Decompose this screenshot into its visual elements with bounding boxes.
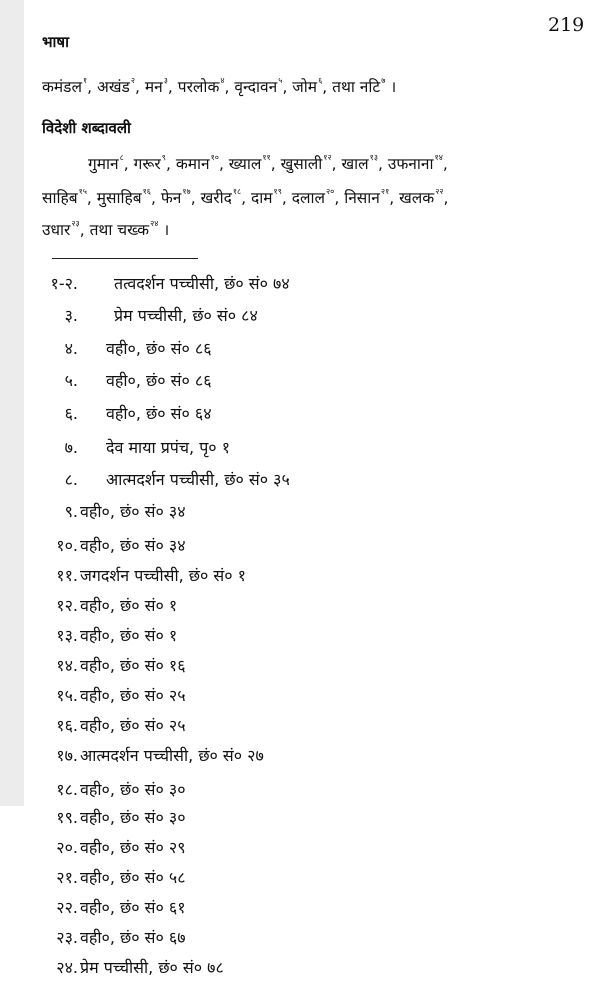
word: उधार	[42, 221, 71, 239]
footnote-text: वही०, छं० सं० ६७	[80, 928, 186, 947]
footnote-number: १३.	[56, 626, 78, 645]
footnote-text: वही०, छं० सं० ८६	[106, 371, 212, 390]
footnote-text: वही०, छं० सं० १	[80, 596, 178, 615]
footnote-text: वही०, छं० सं० ३४	[80, 536, 186, 555]
footnote-number: ८.	[64, 470, 78, 489]
footnote-number: २१.	[56, 868, 78, 887]
word: मन	[144, 78, 163, 96]
footnote-number: १९.	[56, 808, 78, 827]
videshi-word-line-1: गुमान$^८$, गरूर$^९$, कमान$^{१०}$, ख्याल$^{११}$, खुसाली$^{१२}$, खाल$^{१३}$, उफनाना$^{१४}$,	[88, 153, 448, 173]
footnote-number: १-२.	[50, 274, 78, 293]
footnote-text: वही०, छं० सं० २५	[80, 686, 186, 705]
footnote-number: १०.	[56, 536, 78, 555]
footnote-number: १६.	[56, 716, 78, 735]
footnote-mark: २०	[326, 187, 335, 196]
footnote-mark: २१	[380, 187, 390, 196]
word: कमंडल	[42, 78, 82, 96]
word: साहिब	[42, 189, 78, 207]
word: खरीद	[200, 189, 232, 207]
footnote-item	[0, 926, 600, 956]
sentence-end: ।	[158, 221, 170, 239]
page-number: 219	[548, 14, 585, 36]
footnote-text: वही०, छं० सं० २९	[80, 838, 186, 857]
footnote-mark: १५	[78, 187, 87, 196]
footnote-text: वही०, छं० सं० १६	[80, 656, 186, 675]
footnote-text: वही०, छं० सं० १	[80, 626, 178, 645]
footnote-number: ४.	[64, 339, 78, 358]
word: फेन	[160, 189, 182, 207]
footnote-mark: १७	[182, 187, 191, 196]
word: वृन्दावन	[234, 78, 278, 96]
footnote-mark: २४	[150, 219, 159, 228]
footnote-mark: ६	[318, 76, 323, 85]
footnote-number: १४.	[56, 656, 78, 675]
footnote-number: २०.	[56, 838, 78, 857]
footnote-item	[0, 684, 600, 714]
footnote-mark: १	[82, 76, 88, 85]
footnote-item	[0, 654, 600, 684]
footnote-mark: १४	[434, 153, 443, 162]
footnote-item	[0, 564, 600, 594]
footnote-item	[0, 778, 600, 808]
footnote-mark: ११	[262, 153, 271, 162]
footnote-mark: २	[130, 76, 136, 85]
footnote-text: वही०, छं० सं० ३०	[80, 780, 186, 799]
footnote-mark: २२	[435, 187, 444, 196]
footnote-item	[0, 624, 600, 654]
word: खुसाली	[280, 155, 323, 173]
sentence-end: ।	[385, 78, 397, 96]
footnote-number: ९.	[64, 502, 78, 521]
footnote-item	[0, 402, 600, 432]
footnote-text: जगदर्शन पच्चीसी, छं० सं० १	[80, 566, 246, 585]
footnote-text: वही०, छं० सं० ८६	[106, 339, 212, 358]
word: उफनाना	[387, 155, 434, 173]
word: मुसाहिब	[96, 189, 142, 207]
footnote-mark: २३	[71, 219, 80, 228]
footnote-item	[0, 744, 600, 774]
footnote-text: वही०, छं० सं० ५८	[80, 868, 186, 887]
footnote-item	[0, 956, 600, 986]
footnote-number: १७.	[56, 746, 78, 765]
footnote-text: वही०, छं० सं० ६४	[106, 404, 212, 423]
word: गरूर	[133, 155, 161, 173]
footnote-mark: १९	[273, 187, 282, 196]
footnote-text: प्रेम पच्चीसी, छं० सं० ८४	[114, 306, 258, 325]
bhasha-word-list: कमंडल$^१$, अखंड$^२$, मन$^३$, परलोक$^४$, वृन्दावन$^५$, जोम$^६$, तथा नटि$^७$ ।	[42, 76, 397, 96]
footnote-text: वही०, छं० सं० ३०	[80, 808, 186, 827]
word-last: तथा नटि	[332, 78, 381, 96]
footnote-text: तत्वदर्शन पच्चीसी, छं० सं० ७४	[114, 274, 290, 293]
footnote-mark: ८	[119, 153, 124, 162]
footnote-number: २४.	[56, 958, 78, 977]
footnote-text: वही०, छं० सं० ३४	[80, 502, 186, 521]
footnote-mark: १०	[210, 153, 219, 162]
section-heading-videshi: विदेशी शब्दावली	[42, 119, 131, 137]
footnote-item	[0, 806, 600, 836]
footnote-number: १८.	[56, 780, 78, 799]
word: दलाल	[291, 189, 325, 207]
word: खाल	[341, 155, 369, 173]
footnote-mark: १३	[369, 153, 378, 162]
footnote-mark: १६	[142, 187, 151, 196]
footnote-item	[0, 896, 600, 926]
footnote-mark: १२	[323, 153, 332, 162]
videshi-word-line-3: उधार$^{२३}$, तथा चख्क$^{२४}$ ।	[42, 219, 170, 239]
word: गुमान	[88, 155, 119, 173]
footnote-number: ६.	[64, 404, 78, 423]
footnote-item	[0, 866, 600, 896]
footnote-mark: ९	[161, 153, 166, 162]
word: कमान	[175, 155, 210, 173]
footnote-mark: ७	[381, 76, 386, 85]
footnote-text: प्रेम पच्चीसी, छं० सं० ७८	[80, 958, 224, 977]
word: ख्याल	[228, 155, 262, 173]
footnote-item	[0, 534, 600, 564]
footnote-item	[0, 337, 600, 367]
footnote-number: ७.	[64, 438, 78, 457]
footnote-number: २२.	[56, 898, 78, 917]
footnote-item	[0, 500, 600, 530]
footnote-item	[0, 594, 600, 624]
section-heading-bhasha: भाषा	[42, 33, 69, 51]
footnote-item	[0, 468, 600, 498]
footnote-mark: ३	[163, 76, 168, 85]
footnote-number: १५.	[56, 686, 78, 705]
footnote-number: ५.	[64, 371, 78, 390]
videshi-word-line-2: साहिब$^{१५}$, मुसाहिब$^{१६}$, फेन$^{१७}$, खरीद$^{१८}$, दाम$^{१९}$, दलाल$^{२०}$, निसान$^{२१}$, खलक$^{२२}$,	[42, 187, 449, 207]
footnote-number: २३.	[56, 928, 78, 947]
footnote-mark: १८	[232, 187, 242, 196]
footnote-divider	[52, 258, 198, 259]
word: निसान	[344, 189, 380, 207]
footnote-item	[0, 836, 600, 866]
footnote-text: वही०, छं० सं० २५	[80, 716, 186, 735]
footnote-mark: ४	[220, 76, 225, 85]
footnote-item	[0, 369, 600, 399]
footnote-item	[0, 436, 600, 466]
word: खलक	[399, 189, 435, 207]
word: परलोक	[177, 78, 220, 96]
footnote-number: ३.	[64, 306, 78, 325]
footnote-number: १२.	[56, 596, 78, 615]
footnote-text: देव माया प्रपंच, पृ० १	[106, 438, 231, 457]
word: अखंड	[97, 78, 130, 96]
word-last: तथा चख्क	[89, 221, 150, 239]
footnote-mark: ५	[278, 76, 283, 85]
footnote-text: वही०, छं० सं० ६१	[80, 898, 186, 917]
footnote-item	[0, 714, 600, 744]
footnote-item	[0, 272, 600, 302]
footnote-number: ११.	[56, 566, 78, 585]
footnote-text: आत्मदर्शन पच्चीसी, छं० सं० ३५	[106, 470, 290, 489]
footnote-text: आत्मदर्शन पच्चीसी, छं० सं० २७	[80, 746, 264, 765]
word: जोम	[292, 78, 318, 96]
word: दाम	[251, 189, 273, 207]
footnote-item	[0, 304, 600, 334]
